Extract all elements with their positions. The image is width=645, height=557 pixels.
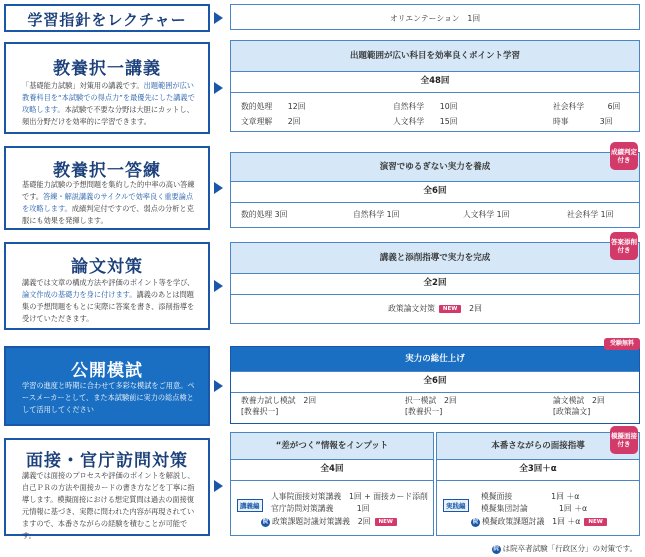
arrow-icon [214,82,223,94]
section-title: 公開模試 [71,361,143,381]
new-badge: NEW [375,518,397,526]
section-description: 基礎能力試験の予想問題を集約した的中率の高い答練です。答練・解説講義のサイクルで効率良く重要論点を攻略します。成績判定付ですので、弱点の分析と克服にも効果を発揮します。 [22,180,195,225]
arrow-icon [214,12,223,24]
arrow-icon [214,480,223,492]
box-heading: 出題範囲が広い科目を効率良くポイント学習 [231,41,639,71]
section-description: 「基礎能力試験」対策用の講義です。出題範囲が広い教養科目を“本試験での得点力”を最優先にした講義で攻略します。本試験で不要な分野は大胆にカットし、頻出分野だけを効率的に学習できます。 [22,81,195,126]
subject-item: 社会科学 6回 [553,102,621,111]
section-interview [4,438,210,540]
subject-item: 数的処理 12回 [241,102,306,111]
interview-lecture-box [230,432,434,536]
practice-item: 院 模擬政策課題討議 1回 ＋α NEW [471,516,607,527]
graduate-icon: 院 [493,545,499,552]
lecture-item: 人事院面接対策講義 1回 + 面接カード添削 [271,492,428,501]
section-description: 講義では文章の構成方法や評価のポイント等を学び、論文作成の基礎力を身に付けます。講義のあとは問題集の予想問題をもとに実際に答案を書き、添削指導を受けていただきます。 [22,278,195,323]
practice-item: 模擬面接 1回 ＋α [481,492,580,501]
box-heading: 本番さながらの面接指導 [437,433,639,459]
box-heading: “差がつく”情報をインプット [231,433,433,459]
subject-item: 自然科学 10回 [393,102,458,111]
section-description: 講義では面接のプロセスや評価のポイントを解説し、自己ＰＲの方法や面接カードの書き方などを丁寧に指導します。模擬面接における想定質問は過去の面接復元情報に基づき、実際に問われた内容が再現されていますので、本番さながらの経験を積むことが可能です。 [22,471,195,540]
section-essay [4,242,210,330]
subject-item: 数的処理 3回 [241,210,288,219]
essay-box [230,242,640,324]
box-total: 全6回 [231,181,639,203]
graduate-icon: 院 [262,518,269,525]
arrow-icon [214,280,223,292]
subject-item: 時事 3回 [553,117,613,126]
subject-item: 人文科学 15回 [393,117,458,126]
graduate-icon: 院 [472,518,479,525]
subject-item: 社会科学 1回 [567,210,614,219]
mock-item: 択一模試 2回 [教養択一] [405,396,457,416]
section-kyoyo-drill [4,146,210,230]
new-badge: NEW [439,305,461,313]
section-description: 学習の進度と時期に合わせて多彩な模試をご用意。ペースメーカーとして、また本試験前に実力の総点検として活用してください [22,381,195,414]
box-total: 全48回 [231,71,639,93]
new-badge: NEW [584,518,606,526]
box-heading: 講義と添削指導で実力を完成 [231,243,639,273]
box-total: 全6回 [231,371,639,393]
orientation-box [230,4,640,30]
box-total: 全3回＋α [437,459,639,481]
mock-interview-badge: 模擬面接付き [610,426,638,454]
kyoyo-drill-box [230,152,640,228]
section-title: 論文対策 [71,257,143,277]
subject-item: 文章理解 2回 [241,117,301,126]
practice-item: 模擬集団討論 1回 ＋α [481,504,588,513]
section-title: 教養択一講義 [53,59,161,79]
grade-badge: 成績判定付き [610,142,638,170]
lecture-item: 官庁訪問対策講義 1回 [271,504,370,513]
subject-item: 自然科学 1回 [353,210,400,219]
section-kyoyo-lecture [4,42,210,134]
footnote: 院 は院卒者試験「行政区分」の対策です。 [493,544,637,553]
arrow-icon [214,182,223,194]
lecture-item: 院 政策課題討議対策講義 2回 NEW [261,516,397,527]
section-orientation [4,4,210,32]
section-title: 学習指針をレクチャー [27,11,187,29]
essay-item: 政策論文対策 NEW 2回 [388,304,482,313]
lecture-tag: 講義編 [237,499,263,512]
correction-badge: 答案添削付き [610,232,638,260]
free-badge: 受験無料 [604,338,640,350]
section-mock-exam [4,346,210,426]
mock-item: 論文模試 2回 [政策論文] [553,396,605,416]
section-title: 教養択一答練 [53,161,161,181]
mock-exam-box [230,346,640,424]
arrow-icon [214,380,223,392]
orientation-text: オリエンテーション 1回 [389,14,481,23]
practice-tag: 実践編 [443,499,469,512]
subject-item: 人文科学 1回 [463,210,510,219]
box-total: 全2回 [231,273,639,295]
box-total: 全4回 [231,459,433,481]
box-heading: 実力の総仕上げ [231,347,639,371]
kyoyo-lecture-box [230,40,640,132]
section-title: 面接・官庁訪問対策 [26,451,188,471]
mock-item: 教養力試し模試 2回 [教養択一] [241,396,317,416]
box-heading: 演習でゆるぎない実力を養成 [231,153,639,181]
